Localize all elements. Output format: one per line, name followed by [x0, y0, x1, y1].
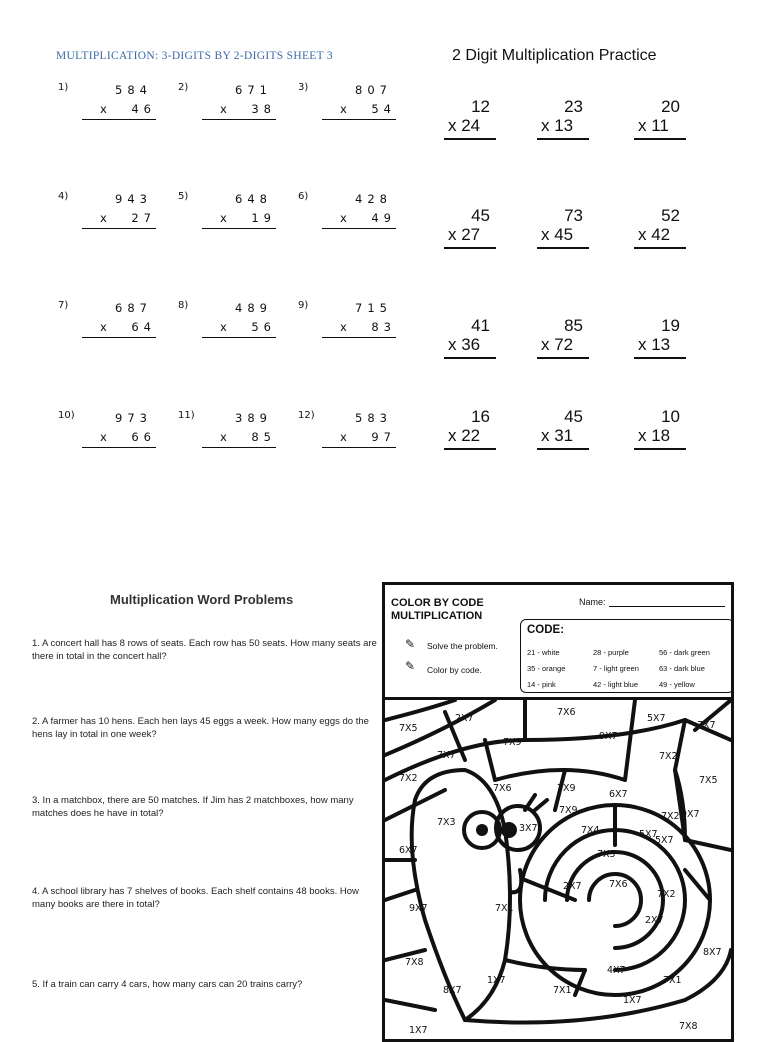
code-cell-label: 5X7 — [655, 835, 674, 846]
crayon-icon: ✎ — [405, 659, 416, 673]
multiplier: 19 — [251, 211, 276, 225]
answer-line — [634, 357, 686, 359]
word-problem-3: 3. In a matchbox, there are 50 matches. If Jim has 2 matchboxes, how many matches does he have in total? — [32, 795, 354, 819]
problem-number: 12) — [298, 410, 315, 421]
multiplier: 38 — [251, 102, 276, 116]
practice-bottom: x 42 — [638, 225, 671, 244]
code-cell-label: 7X9 — [557, 783, 576, 794]
answer-line — [537, 357, 589, 359]
problem-number: 1) — [58, 82, 69, 93]
instruction-solve: Solve the problem. — [427, 641, 498, 651]
answer-line — [444, 357, 496, 359]
practice-bottom: x 22 — [448, 426, 481, 445]
practice-top: 52 — [661, 206, 680, 225]
practice-top: 20 — [661, 97, 680, 116]
multiplier: 54 — [371, 102, 396, 116]
code-cell-label: 9X7 — [681, 809, 700, 820]
arc-line — [495, 770, 625, 780]
multiplicand: 715 — [355, 301, 392, 315]
multiplier-row — [322, 430, 396, 444]
code-cell-label: 1X7 — [409, 1025, 428, 1036]
arc-line — [385, 700, 455, 720]
answer-line — [444, 138, 496, 140]
code-56: 56 - dark green — [659, 648, 710, 657]
multiplier: 46 — [131, 102, 156, 116]
problem-number: 8) — [178, 300, 189, 311]
times-symbol: x — [100, 320, 107, 334]
times-symbol: x — [220, 430, 227, 444]
code-cell-label: 7X2 — [657, 889, 676, 900]
code-35: 35 - orange — [527, 664, 566, 673]
pencil-icon: ✎ — [405, 637, 416, 651]
times-symbol: x — [100, 102, 107, 116]
code-cell-label: 2X7 — [455, 713, 474, 724]
code-cell-label: 7X8 — [405, 957, 424, 968]
times-symbol: x — [100, 211, 107, 225]
practice-bottom: x 13 — [541, 116, 574, 135]
answer-line — [634, 448, 686, 450]
code-cell-label: 7X5 — [399, 723, 418, 734]
answer-line — [202, 337, 276, 338]
multiplicand: 389 — [235, 411, 272, 425]
multiplicand: 428 — [355, 192, 392, 206]
practice-top: 85 — [564, 316, 583, 335]
practice-title: 2 Digit Multiplication Practice — [452, 47, 657, 64]
word-problem-2: 2. A farmer has 10 hens. Each hen lays 45 eggs a week. How many eggs do the hens lay in total in one week? — [32, 716, 369, 740]
multiplicand: 943 — [115, 192, 152, 206]
code-title: CODE: — [527, 624, 565, 636]
times-symbol: x — [220, 102, 227, 116]
multiplicand: 489 — [235, 301, 272, 315]
color-by-code-sheet — [382, 582, 734, 1042]
multiplier-row — [82, 102, 156, 116]
code-cell-label: 7X9 — [503, 737, 522, 748]
practice-top: 23 — [564, 97, 583, 116]
practice-bottom: x 18 — [638, 426, 671, 445]
answer-line — [537, 138, 589, 140]
multiplicand: 648 — [235, 192, 272, 206]
answer-line — [634, 138, 686, 140]
code-cell-label: 7X6 — [557, 707, 576, 718]
answer-line — [537, 448, 589, 450]
practice-top: 73 — [564, 206, 583, 225]
multiplier: 97 — [371, 430, 396, 444]
code-cell-label: 7X1 — [663, 975, 682, 986]
code-cell-label: 6X7 — [399, 845, 418, 856]
title-line-2: MULTIPLICATION — [391, 610, 483, 622]
answer-line — [444, 448, 496, 450]
instruction-color: Color by code. — [427, 665, 482, 675]
code-cell-label: 8X7 — [703, 947, 722, 958]
times-symbol: x — [340, 211, 347, 225]
arc-line — [485, 740, 495, 780]
answer-line — [82, 228, 156, 229]
multiplicand: 807 — [355, 83, 392, 97]
answer-line — [82, 119, 156, 120]
multiplier-row — [202, 320, 276, 334]
code-21: 21 - white — [527, 648, 560, 657]
answer-line — [537, 247, 589, 249]
code-cell-label: 9X7 — [409, 903, 428, 914]
practice-top: 12 — [471, 97, 490, 116]
multiplier: 27 — [131, 211, 156, 225]
multiplier: 85 — [251, 430, 276, 444]
code-cell-label: 7X1 — [553, 985, 572, 996]
times-symbol: x — [100, 430, 107, 444]
answer-line — [82, 337, 156, 338]
practice-bottom: x 31 — [541, 426, 574, 445]
code-cell-label: 7X2 — [661, 811, 680, 822]
practice-top: 16 — [471, 407, 490, 426]
problem-number: 3) — [298, 82, 309, 93]
code-42: 42 - light blue — [593, 680, 639, 689]
times-symbol: x — [340, 320, 347, 334]
answer-line — [202, 228, 276, 229]
answer-line — [322, 447, 396, 448]
times-symbol: x — [220, 211, 227, 225]
multiplier-row — [322, 211, 396, 225]
arc-line — [625, 740, 630, 780]
code-cell-label: 8X7 — [443, 985, 462, 996]
word-problem-5: 5. If a train can carry 4 cars, how many cars can 20 trains carry? — [32, 979, 303, 990]
eye-stalks — [525, 795, 547, 810]
practice-bottom: x 72 — [541, 335, 574, 354]
multiplier: 56 — [251, 320, 276, 334]
practice-bottom: x 11 — [638, 116, 669, 135]
practice-top: 45 — [564, 407, 583, 426]
code-cell-label: 7X5 — [699, 775, 718, 786]
times-symbol: x — [340, 102, 347, 116]
code-cell-label: 3X7 — [519, 823, 538, 834]
code-7: 7 - light green — [593, 664, 639, 673]
code-cell-label: 7X2 — [659, 751, 678, 762]
code-63: 63 - dark blue — [659, 664, 705, 673]
multiplier: 66 — [131, 430, 156, 444]
code-cell-label: 7X8 — [679, 1021, 698, 1032]
code-cell-label: 4X7 — [607, 965, 626, 976]
practice-top: 19 — [661, 316, 680, 335]
arc-line — [385, 1000, 435, 1010]
code-cell-label: 5X7 — [639, 829, 658, 840]
answer-line — [202, 447, 276, 448]
word-problem-1: 1. A concert hall has 8 rows of seats. Each row has 50 seats. How many seats are there in total in the concert hall? — [32, 638, 377, 662]
multiplicand: 687 — [115, 301, 152, 315]
code-cell-label: 7X9 — [559, 805, 578, 816]
problem-number: 4) — [58, 191, 69, 202]
word-problems-title: Multiplication Word Problems — [110, 592, 294, 607]
shell-spiral — [567, 852, 663, 948]
code-cell-label: 7X6 — [493, 783, 512, 794]
code-cell-label: 1X7 — [623, 995, 642, 1006]
practice-top: 45 — [471, 206, 490, 225]
problem-number: 9) — [298, 300, 309, 311]
color-by-code-title — [391, 597, 484, 623]
problem-number: 2) — [178, 82, 189, 93]
multiplier: 49 — [371, 211, 396, 225]
code-cell-label: 6X7 — [609, 789, 628, 800]
code-cell-label: 7X3 — [437, 817, 456, 828]
multiplier: 64 — [131, 320, 156, 334]
multiplier-row — [202, 102, 276, 116]
problem-number: 6) — [298, 191, 309, 202]
multiplier: 83 — [371, 320, 396, 334]
problem-number: 7) — [58, 300, 69, 311]
arc-line — [675, 720, 685, 770]
answer-line — [322, 337, 396, 338]
multiplier-row — [82, 320, 156, 334]
title-line-1: COLOR BY CODE — [391, 597, 484, 609]
code-cell-label: 7X6 — [609, 879, 628, 890]
practice-top: 41 — [471, 316, 490, 335]
multiplier-row — [82, 211, 156, 225]
code-cell-label: 7X7 — [697, 720, 716, 731]
answer-line — [444, 247, 496, 249]
times-symbol: x — [340, 430, 347, 444]
problem-number: 11) — [178, 410, 195, 421]
worksheet-title: MULTIPLICATION: 3-DIGITS BY 2-DIGITS SHEET 3 — [56, 50, 333, 62]
answer-line — [634, 247, 686, 249]
multiplicand: 584 — [115, 83, 152, 97]
name-label: Name: — [579, 597, 606, 607]
multiplicand: 671 — [235, 83, 272, 97]
multiplicand: 583 — [355, 411, 392, 425]
practice-bottom: x 24 — [448, 116, 481, 135]
code-28: 28 - purple — [593, 648, 629, 657]
multiplier-row — [322, 320, 396, 334]
arc-line — [385, 890, 415, 900]
code-cell-label: 7X1 — [495, 903, 514, 914]
multiplier-row — [202, 430, 276, 444]
answer-line — [82, 447, 156, 448]
code-cell-label: 2X7 — [563, 881, 582, 892]
multiplier-row — [82, 430, 156, 444]
practice-top: 10 — [661, 407, 680, 426]
code-14: 14 - pink — [527, 680, 556, 689]
code-legend — [520, 619, 734, 693]
answer-line — [322, 228, 396, 229]
code-cell-label: 9X7 — [599, 731, 618, 742]
word-problem-4: 4. A school library has 7 shelves of books. Each shelf contains 48 books. How many books are there in total? — [32, 886, 359, 910]
name-line[interactable] — [609, 606, 725, 607]
code-cell-label: 2X7 — [645, 915, 664, 926]
code-cell-label: 7X7 — [437, 750, 456, 761]
problem-number: 5) — [178, 191, 189, 202]
practice-bottom: x 45 — [541, 225, 574, 244]
pupil-left — [476, 824, 488, 836]
code-49: 49 - yellow — [659, 680, 695, 689]
code-cell-label: 7X2 — [399, 773, 418, 784]
multiplicand: 973 — [115, 411, 152, 425]
code-cell-label: 7X5 — [597, 849, 616, 860]
answer-line — [202, 119, 276, 120]
code-cell-label: 5X7 — [647, 713, 666, 724]
practice-bottom: x 36 — [448, 335, 481, 354]
code-cell-label: 1X7 — [487, 975, 506, 986]
practice-bottom: x 27 — [448, 225, 481, 244]
times-symbol: x — [220, 320, 227, 334]
multiplier-row — [322, 102, 396, 116]
pupil-right — [501, 822, 517, 838]
code-cell-label: 7X4 — [581, 825, 600, 836]
answer-line — [322, 119, 396, 120]
multiplier-row — [202, 211, 276, 225]
practice-bottom: x 13 — [638, 335, 671, 354]
problem-number: 10) — [58, 410, 75, 421]
